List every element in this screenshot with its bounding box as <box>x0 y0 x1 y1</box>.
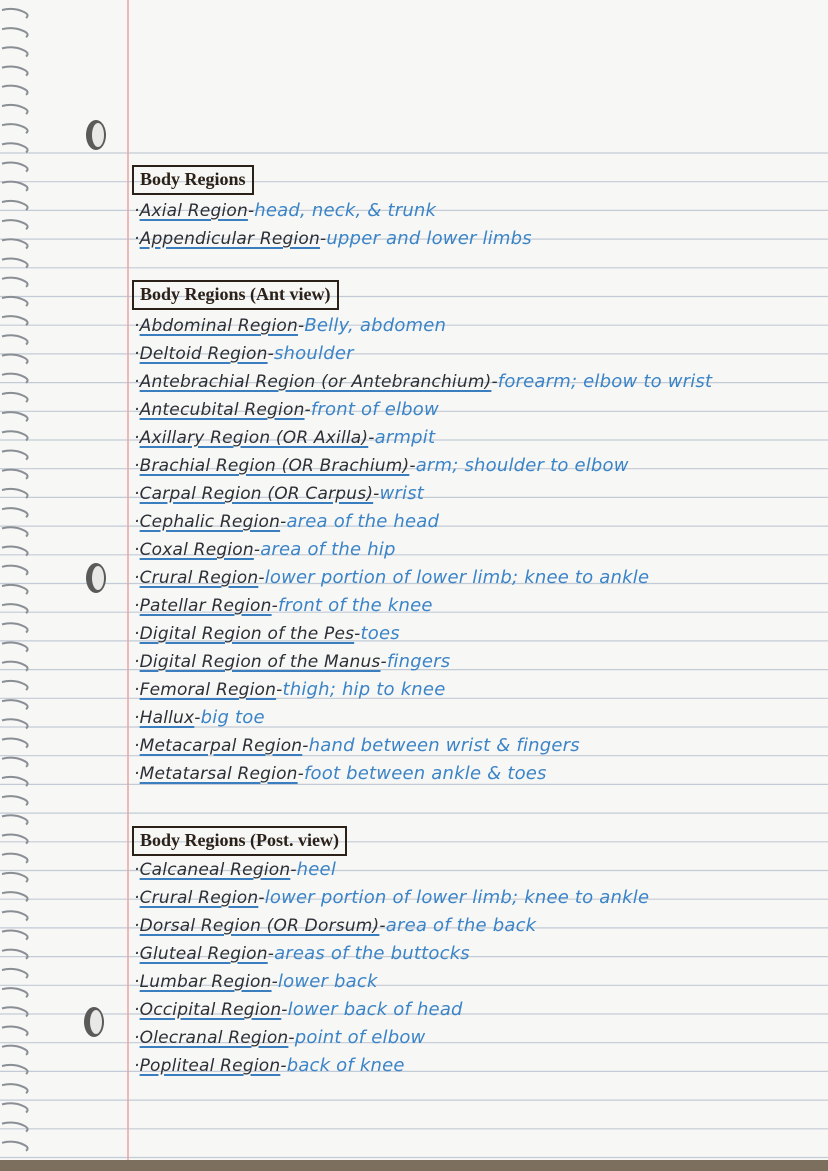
separator: - <box>409 456 416 476</box>
separator: - <box>280 1056 287 1076</box>
note-line: ·Cephalic Region-area of the head <box>134 511 440 532</box>
separator: - <box>271 972 278 992</box>
definition: lower back of head <box>287 999 463 1020</box>
term: Hallux <box>139 708 195 728</box>
term: Patellar Region <box>139 596 272 616</box>
term: Popliteal Region <box>139 1056 281 1076</box>
term: Metacarpal Region <box>139 736 303 756</box>
term: Axillary Region (OR Axilla) <box>139 428 369 448</box>
definition: thigh; hip to knee <box>282 679 446 700</box>
definition: lower back <box>277 971 378 992</box>
term: Appendicular Region <box>139 229 320 249</box>
definition: toes <box>360 623 400 644</box>
term: Olecranal Region <box>139 1028 289 1048</box>
term: Axial Region <box>139 201 248 221</box>
term: Lumbar Region <box>139 972 272 992</box>
separator: - <box>267 344 274 364</box>
definition: arm; shoulder to elbow <box>415 455 629 476</box>
definition: Belly, abdomen <box>304 315 447 336</box>
separator: - <box>280 512 287 532</box>
separator: - <box>380 652 387 672</box>
definition: area of the back <box>385 915 537 936</box>
definition: areas of the buttocks <box>274 943 470 964</box>
note-line: ·Metatarsal Region-foot between ankle & toes <box>134 763 547 784</box>
note-line: ·Appendicular Region-upper and lower limbs <box>134 228 532 249</box>
note-line: ·Digital Region of the Manus-fingers <box>134 651 451 672</box>
note-line: ·Patellar Region-front of the knee <box>134 595 433 616</box>
term: Occipital Region <box>139 1000 282 1020</box>
separator: - <box>271 596 278 616</box>
term: Carpal Region (OR Carpus) <box>139 484 374 504</box>
term: Brachial Region (OR Brachium) <box>139 456 410 476</box>
definition: big toe <box>200 707 265 728</box>
note-line: ·Femoral Region-thigh; hip to knee <box>134 679 446 700</box>
definition: area of the head <box>286 511 440 532</box>
term: Cephalic Region <box>139 512 281 532</box>
note-line: ·Crural Region-lower portion of lower limb; knee to ankle <box>134 567 650 588</box>
term: Gluteal Region <box>139 944 268 964</box>
separator: - <box>290 860 297 880</box>
definition: front of the knee <box>277 595 433 616</box>
term: Antebrachial Region (or Antebranchium) <box>139 372 492 392</box>
note-line: ·Coxal Region-area of the hip <box>134 539 396 560</box>
separator: - <box>194 708 201 728</box>
separator: - <box>267 944 275 964</box>
definition: front of elbow <box>310 399 439 420</box>
note-line: ·Digital Region of the Pes-toes <box>134 623 400 644</box>
separator: - <box>354 624 361 644</box>
section-heading: Body Regions (Post. view) <box>132 826 347 856</box>
separator: - <box>276 680 283 700</box>
term: Metatarsal Region <box>139 764 298 784</box>
note-line: ·Brachial Region (OR Brachium)-arm; shoulder to elbow <box>134 455 629 476</box>
separator: - <box>379 916 386 936</box>
note-line: ·Hallux-big toe <box>134 707 265 728</box>
note-line: ·Metacarpal Region-hand between wrist & fingers <box>134 735 580 756</box>
note-line: ·Popliteal Region-back of knee <box>134 1055 405 1076</box>
term: Antecubital Region <box>139 400 305 420</box>
separator: - <box>247 201 255 221</box>
definition: wrist <box>379 483 425 504</box>
note-line: ·Crural Region-lower portion of lower limb; knee to ankle <box>134 887 650 908</box>
definition: head, neck, & trunk <box>254 200 437 221</box>
definition: lower portion of lower limb; knee to ankle <box>264 567 650 588</box>
definition: armpit <box>374 427 436 448</box>
separator: - <box>258 568 265 588</box>
separator: - <box>281 1000 288 1020</box>
term: Digital Region of the Manus <box>139 652 381 672</box>
definition: forearm; elbow to wrist <box>497 371 713 392</box>
note-line: ·Carpal Region (OR Carpus)-wrist <box>134 483 425 504</box>
note-line: ·Axillary Region (OR Axilla)-armpit <box>134 427 436 448</box>
note-line: ·Dorsal Region (OR Dorsum)-area of the back <box>134 915 537 936</box>
definition: lower portion of lower limb; knee to ankle <box>264 887 650 908</box>
definition: foot between ankle & toes <box>304 763 547 784</box>
separator: - <box>297 316 305 336</box>
term: Dorsal Region (OR Dorsum) <box>139 916 380 936</box>
definition: fingers <box>386 651 451 672</box>
note-line: ·Calcaneal Region-heel <box>134 859 337 880</box>
separator: - <box>253 540 261 560</box>
separator: - <box>319 229 327 249</box>
definition: heel <box>296 859 337 880</box>
term: Crural Region <box>139 888 259 908</box>
term: Calcaneal Region <box>139 860 291 880</box>
note-line: ·Abdominal Region-Belly, abdomen <box>134 315 447 336</box>
separator: - <box>304 400 311 420</box>
term: Coxal Region <box>139 540 254 560</box>
separator: - <box>302 736 309 756</box>
note-line: ·Occipital Region-lower back of head <box>134 999 463 1020</box>
separator: - <box>368 428 375 448</box>
term: Femoral Region <box>139 680 277 700</box>
definition: point of elbow <box>294 1027 426 1048</box>
term: Deltoid Region <box>139 344 268 364</box>
separator: - <box>491 372 498 392</box>
note-line: ·Axial Region-head, neck, & trunk <box>134 200 437 221</box>
term: Digital Region of the Pes <box>139 624 355 644</box>
separator: - <box>373 484 380 504</box>
note-line: ·Antecubital Region-front of elbow <box>134 399 439 420</box>
note-line: ·Lumbar Region-lower back <box>134 971 378 992</box>
definition: shoulder <box>273 343 354 364</box>
definition: back of knee <box>286 1055 405 1076</box>
definition: upper and lower limbs <box>326 228 532 249</box>
section-heading: Body Regions <box>132 165 254 195</box>
term: Crural Region <box>139 568 259 588</box>
note-line: ·Antebrachial Region (or Antebranchium)-forearm; elbow to wrist <box>134 371 713 392</box>
separator: - <box>258 888 265 908</box>
definition: hand between wrist & fingers <box>308 735 580 756</box>
definition: area of the hip <box>260 539 396 560</box>
section-heading: Body Regions (Ant view) <box>132 280 339 310</box>
separator: - <box>288 1028 295 1048</box>
note-line: ·Deltoid Region-shoulder <box>134 343 354 364</box>
note-line: ·Gluteal Region-areas of the buttocks <box>134 943 470 964</box>
separator: - <box>297 764 304 784</box>
term: Abdominal Region <box>139 316 298 336</box>
note-line: ·Olecranal Region-point of elbow <box>134 1027 426 1048</box>
